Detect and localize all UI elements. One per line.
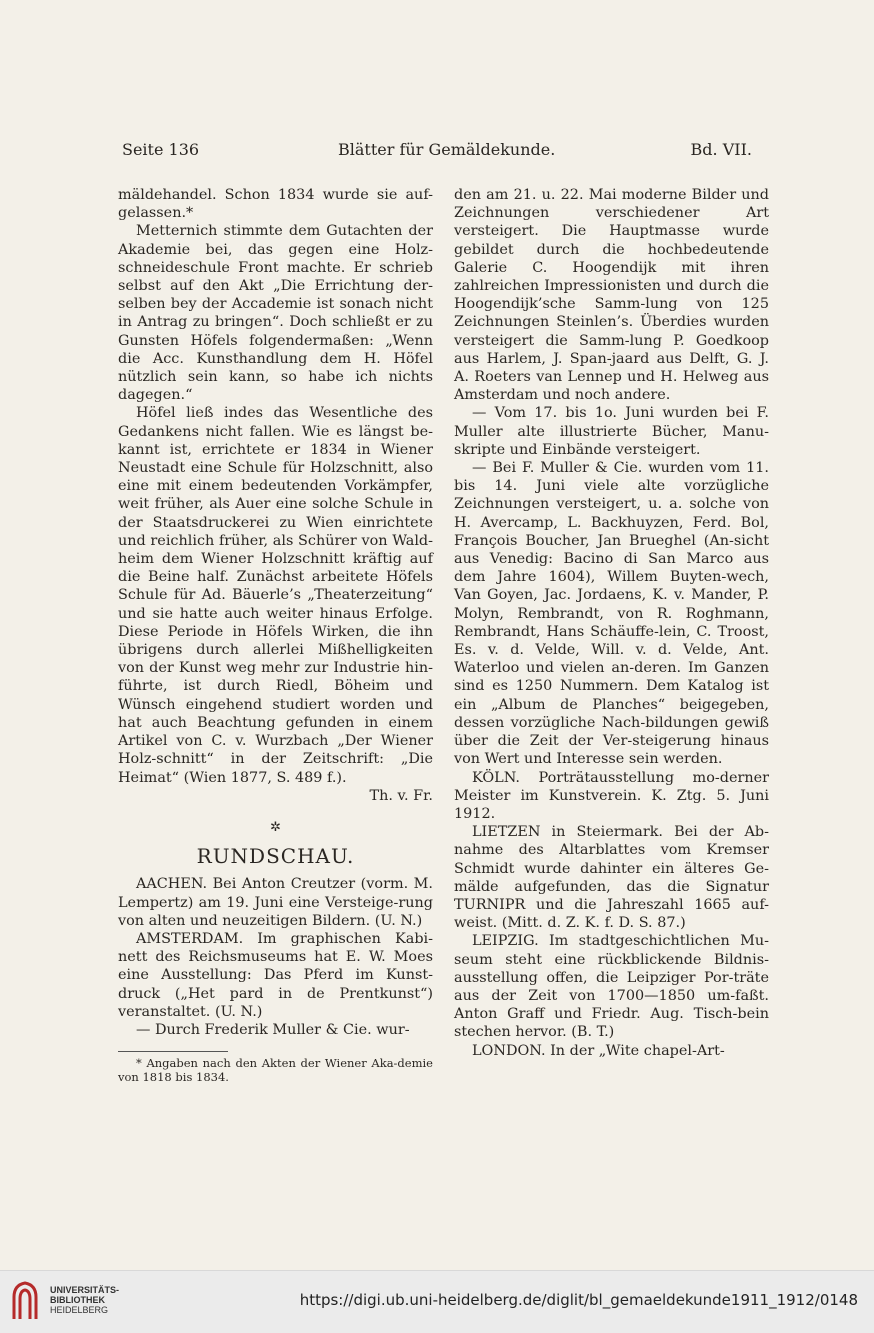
paragraph: AACHEN. Bei Anton Creutzer (vorm. M. Lempertz) am 19. Juni eine Versteige-rung von alten und neuzeitigen Bildern. (U. N.) — [118, 876, 433, 929]
section-ornament: ✲ — [270, 819, 281, 835]
paragraph: — Bei F. Muller & Cie. wurden vom 11. bis 14. Juni viele alte vorzügliche Zeichnungen versteigert, u. a. solche von H. Avercamp, L. Backhuyzen, Ferd. Bol, François Boucher, Jan Brueghel (An-sicht aus Venedig: Bacino di San Marco aus dem Jahre 1604), Willem Buyten-wech, Van Goyen, Jac. Jordaens, K. v. Mander, P. Molyn, Rembrandt, von R. Roghmann, Rembrandt, Hans Schäuffe-lein, C. Troost, Es. v. d. Velde, Will. v. d. Velde, Ant. Waterloo und vielen an-deren. Im Ganzen sind es 1250 Nummern. Dem Katalog ist ein „Album de Planches“ beigegeben, dessen vorzügliche Nach-bildungen gewiß über die Zeit der Ver-steigerung hinaus von Wert und Interesse sein werden. — [454, 460, 769, 768]
paragraph: LIETZEN in Steiermark. Bei der Ab-nahme des Altarblattes vom Kremser Schmidt wurde dahinter ein älteres Ge-mälde aufgefunden, das die Signatur TURNIPR und die Jahreszahl 1665 auf-weist. (Mitt. d. Z. K. f. D. S. 87.) — [454, 824, 769, 932]
permalink-url[interactable]: https://digi.ub.uni-heidelberg.de/diglit/bl_gemaeldekunde1911_1912/0148 — [299, 1291, 858, 1309]
footnote: * Angaben nach den Akten der Wiener Aka-demie von 1818 bis 1834. — [118, 1056, 433, 1085]
paragraph: — Durch Frederik Muller & Cie. wur- — [136, 1021, 410, 1038]
library-name: UNIVERSITÄTS- BIBLIOTHEK HEIDELBERG — [50, 1285, 120, 1315]
page-header — [122, 140, 752, 164]
paragraph: Metternich stimmte dem Gutachten der Akademie bei, das gegen eine Holz-schneideschule Front machte. Er schrieb selbst auf den Akt „Die Errichtung der-selben bey der Accademie ist sonach nicht in Antrag zu bringen“. Doch schließt er zu Gunsten Höfels folgendermaßen: „Wenn die Acc. Kunsthandlung dem H. Höfel nützlich sein kann, so habe ich nichts dagegen.“ — [118, 223, 433, 404]
paragraph: Höfel ließ indes das Wesentliche des Gedankens nicht fallen. Wie es längst be-kannt ist, errichtete er 1834 in Wiener Neustadt eine Schule für Holzschnitt, also eine mit einem bedeutenden Vorkämpfer, weit früher, als Auer eine solche Schule in der Staatsdruckerei zu Wien einrichtete und reichlich früher, als Schürer von Wald-heim dem Wiener Holzschnitt kräftig auf die Beine half. Zunächst arbeitete Höfels Schule für Ad. Bäuerle’s „Theaterzeitung“ und sie hatte auch weiter hinaus Erfolge. Diese Periode in Höfels Wirken, die ihn übrigens durch allerlei Mißhelligkeiten von der Kunst weg mehr zur Industrie hin-führte, ist durch Riedl, Böheim und Wünsch eingehend studiert worden und hat auch Beachtung gefunden in einem Artikel von C. v. Wurzbach „Der Wiener Holz-schnitt“ in der Zeitschrift: „Die Heimat“ (Wien 1877, S. 489 f.). — [118, 405, 433, 786]
paragraph: AMSTERDAM. Im graphischen Kabi-nett des Reichsmuseums hat E. W. Moes eine Ausstellung: Das Pferd im Kunst-druck („Het pard in de Prentkunst“) veranstaltet. (U. N.) — [118, 930, 433, 1020]
right-column — [454, 186, 769, 1060]
footnote-divider — [118, 1051, 228, 1052]
left-column — [118, 186, 433, 1084]
paragraph: KÖLN. Porträtausstellung mo-derner Meister im Kunstverein. K. Ztg. 5. Juni 1912. — [454, 769, 769, 822]
paragraph: LONDON. In der „Wite chapel-Art- — [472, 1042, 725, 1059]
university-library-logo-icon — [10, 1279, 40, 1323]
volume-label: Bd. VII. — [690, 140, 752, 159]
author-signature: Th. v. Fr. — [369, 787, 433, 804]
paragraph: den am 21. u. 22. Mai moderne Bilder und Zeichnungen verschiedener Art versteigert. Die Hauptmasse wurde gebildet durch die hochbedeutende Galerie C. Hoogendijk mit ihren zahlreichen Impressionisten und durch die Hoogendijk’sche Samm-lung von 125 Zeichnungen Steinlen’s. Überdies wurden versteigert die Samm-lung P. Goedkoop aus Harlem, J. Span-jaard aus Delft, G. J. A. Roeters van Lennep und H. Helweg aus Amsterdam und noch andere. — [454, 187, 769, 404]
paragraph: mäldehandel. Schon 1834 wurde sie auf-gelassen.* — [118, 187, 433, 222]
journal-title: Blätter für Gemäldekunde. — [338, 140, 556, 159]
paragraph: LEIPZIG. Im stadtgeschichtlichen Mu-seum steht eine rückblickende Bildnis-ausstellung offen, die Leipziger Por-träte aus der Zeit von 1700—1850 um-faßt. Anton Graff und Friedr. Aug. Tisch-bein stechen hervor. (B. T.) — [454, 933, 769, 1041]
viewer-footer — [0, 1270, 874, 1333]
paragraph: — Vom 17. bis 1o. Juni wurden bei F. Muller alte illustrierte Bücher, Manu-skripte und Einbände versteigert. — [454, 405, 769, 458]
page-number: Seite 136 — [122, 140, 200, 159]
section-title: RUNDSCHAU. — [196, 844, 355, 869]
